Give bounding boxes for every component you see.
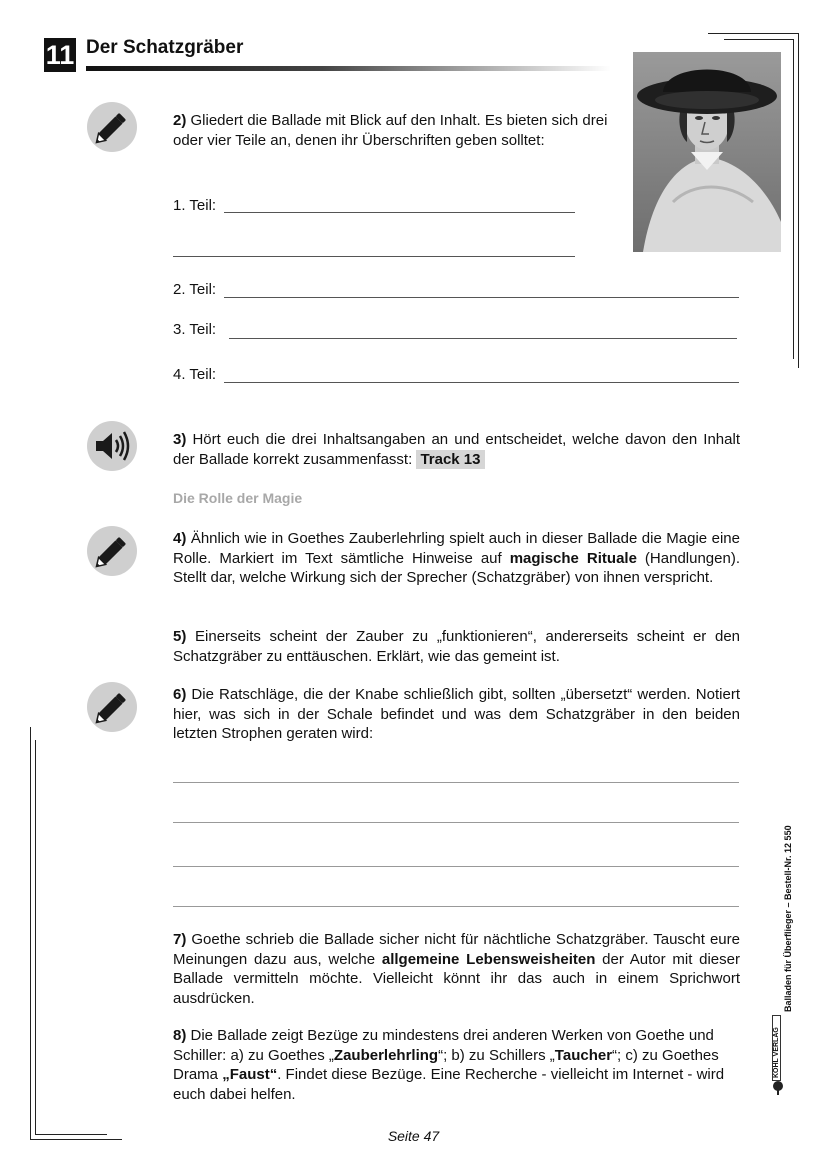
publisher-logo-text: KOHL VERLAG (772, 1015, 781, 1081)
task-text: Gliedert die Ballade mit Blick auf den Inhalt. Es bieten sich drei oder vier Teile an, denen ihr Überschriften geben solltet: (173, 112, 608, 149)
task-text: Hört euch die drei Inhaltsangaben an und entscheidet, welche davon den Inhalt der Ballade korrekt zusammenfasst: (173, 431, 740, 468)
part-1-line[interactable] (224, 212, 575, 213)
part-4-label: 4. Teil: (173, 366, 217, 383)
task-number: 8) (173, 1027, 187, 1044)
task-3 (173, 430, 740, 469)
task-text: “; b) zu Schillers „ (438, 1046, 555, 1064)
part-2-line[interactable] (224, 297, 739, 298)
frame-line (798, 33, 799, 368)
section-heading: Die Rolle der Magie (173, 490, 303, 506)
task-bold: Zauberlehrling (333, 1046, 439, 1064)
answer-line[interactable] (173, 782, 739, 783)
publisher-logo (770, 1025, 786, 1095)
task-bold: „Faust“ (222, 1066, 278, 1083)
track-badge: Track 13 (416, 450, 484, 469)
task-6 (173, 685, 740, 744)
sidebar-publisher-text: Balladen für Überflieger – Bestell-Nr. 12 550 (783, 825, 793, 1012)
task-8 (173, 1026, 740, 1104)
task-bold: Taucher (554, 1046, 613, 1064)
part-1-label: 1. Teil: (173, 197, 217, 214)
frame-line (793, 39, 794, 359)
chapter-number: 11 (45, 40, 75, 70)
task-number: 6) (173, 686, 187, 703)
answer-line[interactable] (173, 866, 739, 867)
answer-line[interactable] (173, 906, 739, 907)
pencil-icon (87, 102, 137, 152)
task-number: 5) (173, 628, 187, 645)
part-4-line[interactable] (224, 382, 739, 383)
speaker-icon (87, 421, 137, 471)
task-2 (173, 111, 611, 150)
task-number: 7) (173, 931, 187, 948)
task-number: 4) (173, 530, 187, 547)
task-5 (173, 627, 740, 666)
task-text: der Autor mit dieser Ballade vermitteln möchte. Vielleicht könnt ihr das auch in einem Sprichwort ausdrücken. (173, 950, 740, 1007)
page-number: Seite 47 (387, 1128, 440, 1144)
task-bold: allgemeine Lebensweisheiten (381, 950, 596, 968)
task-bold: magische Rituale (509, 549, 637, 567)
task-text: Einerseits scheint der Zauber zu „funktionieren“, andererseits scheint er den Schatzgräber zu enttäuschen. Erklärt, wie das gemeint ist. (173, 628, 740, 665)
frame-line (30, 727, 31, 1140)
frame-line (708, 33, 799, 34)
task-number: 2) (173, 112, 187, 129)
frame-line (35, 740, 36, 1135)
part-3-label: 3. Teil: (173, 321, 217, 338)
task-7 (173, 930, 740, 1008)
part-1-line-extra[interactable] (173, 256, 575, 257)
task-number: 3) (173, 431, 187, 448)
task-text: . Findet diese Bezüge. Eine Recherche - vielleicht im Internet - wird euch dabei helfen. (173, 1066, 725, 1103)
task-text: “; c) zu Goethes Drama (173, 1046, 719, 1083)
page-title: Der Schatzgräber (86, 37, 244, 58)
task-text: Die Ratschläge, die der Knabe schließlich gibt, sollten „übersetzt“ werden. Notiert hier, was sich in der Schale befindet und was dem Schatzgräber in den beiden letzten Strophen geraten wird: (173, 686, 740, 742)
task-text: (Handlungen). Stellt dar, welche Wirkung sich der Sprecher (Schatzgräber) von ihnen verspricht. (173, 549, 740, 586)
frame-line (724, 39, 794, 40)
task-text: Die Ballade zeigt Bezüge zu mindestens drei anderen Werken von Goethe und Schiller: a) zu Goethes „ (173, 1027, 714, 1064)
task-4 (173, 529, 740, 588)
pencil-icon (87, 526, 137, 576)
pencil-icon (87, 682, 137, 732)
part-2-label: 2. Teil: (173, 281, 217, 298)
answer-line[interactable] (173, 822, 739, 823)
task-text: Goethe schrieb die Ballade sicher nicht für nächtliche Schatzgräber. Tauscht eure Meinungen dazu aus, welche (173, 931, 740, 968)
part-3-line[interactable] (229, 338, 737, 339)
goethe-portrait (633, 52, 781, 252)
title-underline (86, 66, 611, 71)
task-text: Ähnlich wie in Goethes Zauberlehrling spielt auch in dieser Ballade die Magie eine Rolle. Markiert im Text sämtliche Hinweise auf (173, 530, 740, 567)
